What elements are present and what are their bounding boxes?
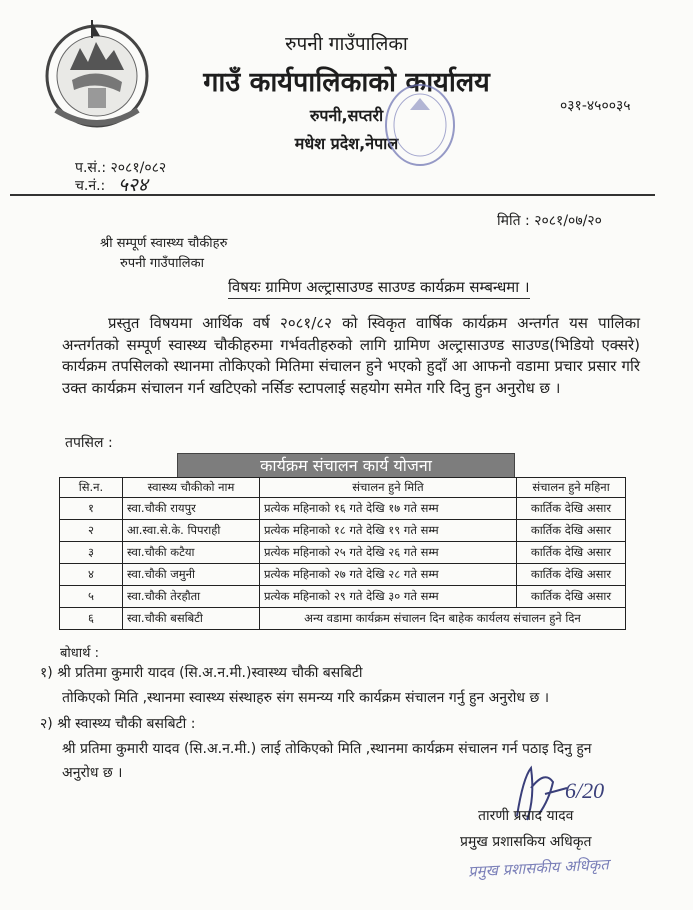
cc-label: बोधार्थ : [60,646,99,661]
cell-date: प्रत्येक महिनाको २७ गते देखि २८ गते सम्म [260,564,517,586]
col-header-sn: सि.न. [60,478,123,498]
cc-item-2: २) श्री स्वास्थ्य चौकी बसबिटी : [40,716,196,732]
table-row [60,542,626,564]
cell-month: कार्तिक देखि असार [517,520,626,542]
letter-body [62,313,640,399]
cell-date: प्रत्येक महिनाको २९ गते देखि ३० गते सम्म [260,586,517,608]
cell-sn: ४ [60,564,123,586]
letter-body-text: प्रस्तुत विषयमा आर्थिक वर्ष २०८१/८२ को स्विकृत वार्षिक कार्यक्रम अन्तर्गत यस पालिका अन्तर्गतको सम्पूर्ण स्वास्थ्य चौकीहरुमा गर्भवतीहरुको लागि ग्रामिण अल्ट्रासाउण्ड साउण्ड(भिडियो एक्सरे) कार्यक्रम तपसिलको स्थानमा तोकिएको मितिमा संचालन हुने भएको हुदाँ आ आफनो वडामा प्रचार प्रसार गरि उक्त कार्यक्रम संचालन गर्न खटिएको नर्सिङ स्टापलाई सहयोग समेत गरि दिनु हुन अनुरोध छ । [62,314,640,397]
cc-item-2-note: श्री प्रतिमा कुमारी यादव (सि.अ.न.मी.) लाई तोकिएको मिति ,स्थानमा कार्यक्रम संचालन गर्न पठाइ दिनु हुन अनुरोध छ । [62,741,592,781]
letter-date: मिति : २०८१/०७/२० [497,213,602,229]
table-row [60,608,626,630]
cell-name: स्वा.चौकी बसबिटी [123,608,260,630]
col-header-name: स्वास्थ्य चौकीको नाम [123,478,260,498]
cc-item-1-note: तोकिएको मिति ,स्थानमा स्वास्थ्य संस्थाहरु संग समन्य्य गरि कार्यक्रम संचालन गर्नु हुन अनुरोध छ । [62,690,550,706]
col-header-month: संचालन हुने महिना [517,478,626,498]
cell-name: आ.स्वा.से.के. पिपराही [123,520,260,542]
cell-name: स्वा.चौकी तेरहौता [123,586,260,608]
cell-sn: ५ [60,586,123,608]
signatory-title: प्रमुख प्रशासकिय अधिकृत [460,834,592,850]
cell-month: कार्तिक देखि असार [517,498,626,520]
office-location: रुपनी,सप्तरी [309,106,384,125]
reference-number: प.सं.: २०८१/०८२ [75,160,167,176]
col-header-date: संचालन हुने मिति [260,478,517,498]
cell-date: प्रत्येक महिनाको १६ गते देखि १७ गते सम्म [260,498,517,520]
office-seal-stamp [382,80,458,170]
header-divider [10,194,655,196]
table-row [60,520,626,542]
designation-stamp: प्रमुख प्रशासकीय अधिकृत [467,855,610,881]
municipality-name: रुपनी गाउँपालिका [285,33,408,55]
details-label: तपसिल : [65,435,113,451]
signatory-name: तारणी प्रसाद यादव [478,808,574,824]
table-row [60,498,626,520]
letter-subject: विषयः ग्रामिण अल्ट्रासाउण्ड साउण्ड कार्यक्रम सम्बन्धमा । [228,277,530,299]
office-province: मधेश प्रदेश,नेपाल [294,134,399,153]
table-row [60,586,626,608]
schedule-title: कार्यक्रम संचालन कार्य योजना [177,453,515,478]
cell-date: प्रत्येक महिनाको २५ गते देखि २६ गते सम्म [260,542,517,564]
cell-name: स्वा.चौकी कटैया [123,542,260,564]
cell-name: स्वा.चौकी जमुनी [123,564,260,586]
dispatch-number-label: च.नं.: [75,178,106,194]
table-header-row [60,478,626,498]
cell-date: प्रत्येक महिनाको १८ गते देखि १९ गते सम्म [260,520,517,542]
cell-sn: २ [60,520,123,542]
cell-month: कार्तिक देखि असार [517,564,626,586]
phone-number: ०३१-४५००३५ [560,98,631,114]
recipient-line-2: रुपनी गाउँपालिका [120,256,204,271]
cell-sn: ६ [60,608,123,630]
cell-sn: ३ [60,542,123,564]
cc-item-1: १) श्री प्रतिमा कुमारी यादव (सि.अ.न.मी.)स्वास्थ्य चौकी बसबिटी [40,665,363,681]
office-name: गाउँ कार्यपालिकाको कार्यालय [203,67,490,98]
cell-name: स्वा.चौकी रायपुर [123,498,260,520]
schedule-table [59,477,626,630]
cell-sn: १ [60,498,123,520]
signature-date: 6/20 [565,778,605,803]
table-row [60,564,626,586]
cell-month: कार्तिक देखि असार [517,542,626,564]
dispatch-number-handwritten: ५२४ [118,174,148,196]
cell-month: कार्तिक देखि असार [517,586,626,608]
recipient-line-1: श्री सम्पूर्ण स्वास्थ्य चौकीहरु [100,236,228,251]
cell-merged-note: अन्य वडामा कार्यक्रम संचालन दिन बाहेक कार्यलय संचालन हुने दिन [260,608,626,630]
